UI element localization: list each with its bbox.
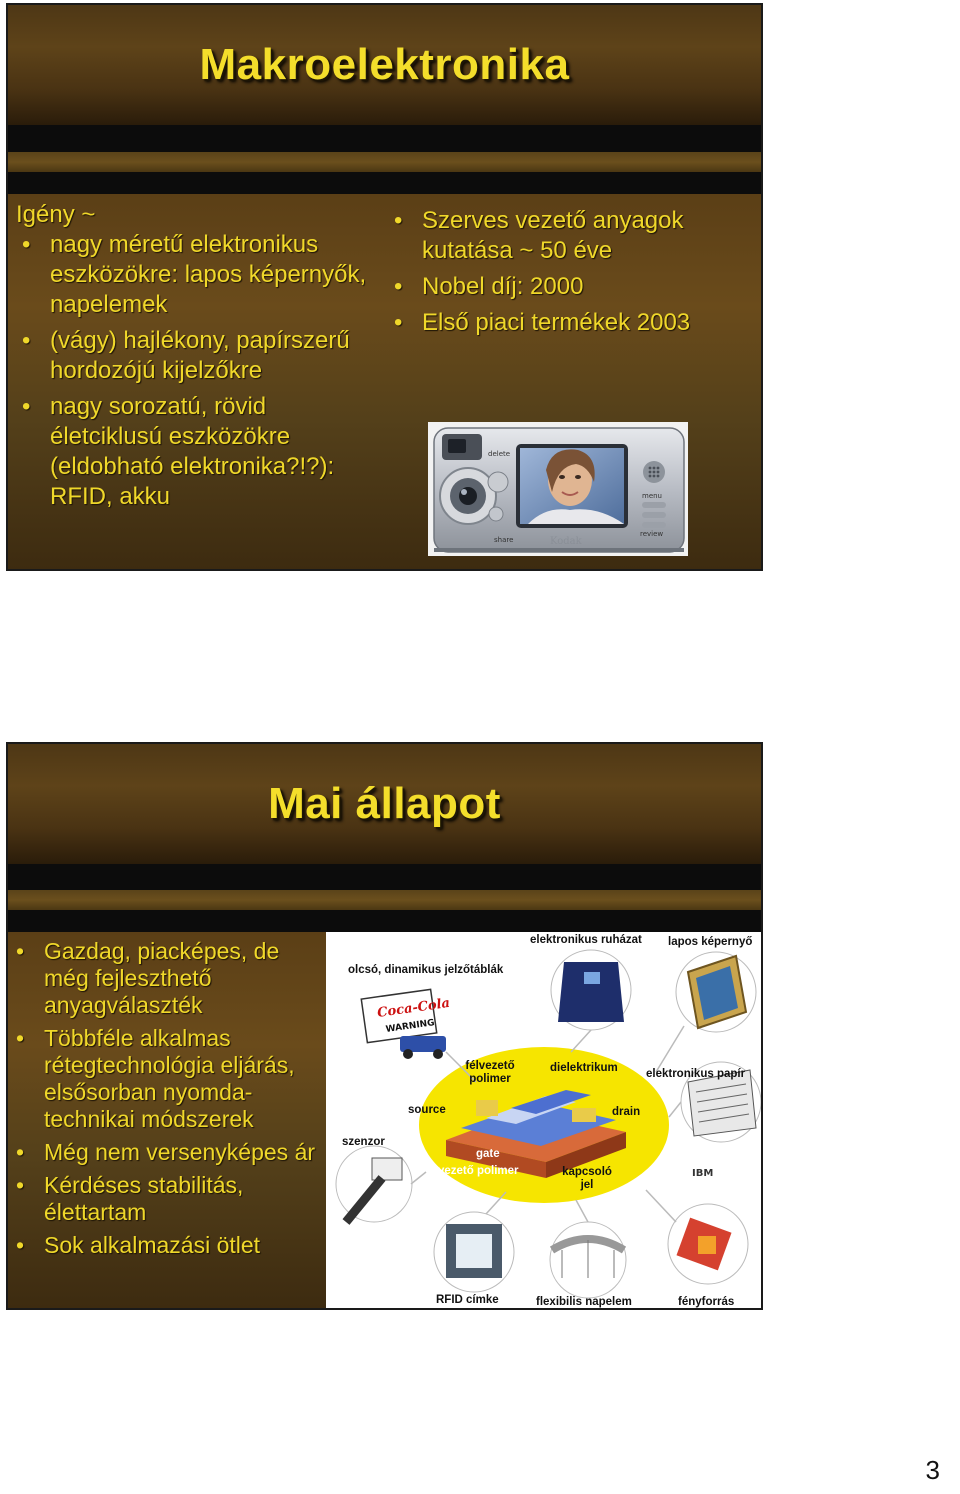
divider-band xyxy=(8,125,761,152)
left-column xyxy=(16,200,376,512)
demand-heading: Igény ~ xyxy=(16,201,96,228)
menu-label: menu xyxy=(642,492,662,500)
label-source: source xyxy=(408,1104,446,1116)
label-rfid: RFID címke xyxy=(436,1294,499,1306)
label-e-paper: elektronikus papír xyxy=(646,1068,746,1080)
right-column xyxy=(394,206,754,338)
status-list xyxy=(16,938,328,1259)
warning-text: WARNING xyxy=(385,1018,436,1035)
share-label: share xyxy=(494,536,514,544)
label-gate: gate xyxy=(476,1148,500,1160)
label-signs: olcsó, dinamikus jelzőtáblák xyxy=(348,964,504,976)
applications-diagram xyxy=(326,932,763,1310)
label-semi-polymer: félvezető polimer xyxy=(465,1060,515,1085)
review-label: review xyxy=(640,530,664,538)
divider-band xyxy=(8,910,761,932)
label-flat-display: lapos képernyő xyxy=(668,936,753,948)
divider-band xyxy=(8,864,761,890)
slide-title: Makroelektronika xyxy=(199,40,570,89)
list-item: • nagy sorozatú, rövid életciklusú eszközökre (eldobható elektronika?!?): RFID, akku xyxy=(22,392,376,512)
label-sensor: szenzor xyxy=(342,1136,385,1148)
list-item: • Első piaci termékek 2003 xyxy=(394,308,754,338)
label-dielectric: dielektrikum xyxy=(550,1062,618,1074)
slide-content xyxy=(8,932,761,1308)
list-item: • (vágy) hajlékony, papírszerű hordozójú kijelzőkre xyxy=(22,326,376,386)
label-solar: flexibilis napelem xyxy=(536,1296,632,1308)
list-item: • Még nem versenyképes ár xyxy=(16,1139,328,1166)
list-item: • Gazdag, piacképes, de még fejleszthető anyagválaszték xyxy=(16,938,328,1019)
list-item: • Nobel díj: 2000 xyxy=(394,272,754,302)
divider-band xyxy=(8,172,761,194)
divider-band xyxy=(8,152,761,172)
divider-band xyxy=(8,890,761,910)
list-item: • Kérdéses stabilitás, élettartam xyxy=(16,1172,328,1226)
title-band xyxy=(8,5,761,125)
label-clothing: elektronikus ruházat xyxy=(530,934,642,946)
kodak-camera-image xyxy=(428,422,688,556)
list-item: • Sok alkalmazási ötlet xyxy=(16,1232,328,1259)
coca-cola-logo: Coca-Cola xyxy=(376,995,451,1021)
page-number: 3 xyxy=(925,1455,940,1485)
label-drain: drain xyxy=(612,1106,641,1118)
list-item: • Szerves vezető anyagok kutatása ~ 50 éve xyxy=(394,206,754,266)
slide-content xyxy=(8,194,761,569)
slide-title: Mai állapot xyxy=(268,779,501,828)
label-conductive-polymer: vezető polimer xyxy=(438,1165,519,1177)
delete-label: delete xyxy=(488,450,511,458)
label-switch-signal: kapcsoló jel xyxy=(562,1166,612,1191)
slide-makroelektronika xyxy=(6,3,763,571)
ibm-logo: IBM xyxy=(692,1168,714,1179)
title-band xyxy=(8,744,761,864)
list-item: • nagy méretű elektronikus eszközökre: lapos képernyők, napelemek xyxy=(22,230,376,320)
sign-illustration xyxy=(361,989,451,1059)
list-item: • Többféle alkalmas rétegtechnológia eljárás, elsősorban nyomda-technikai módszerek xyxy=(16,1025,328,1133)
slide-mai-allapot xyxy=(6,742,763,1310)
label-light-source: fényforrás xyxy=(678,1296,735,1308)
kodak-logo: Kodak xyxy=(550,536,582,547)
